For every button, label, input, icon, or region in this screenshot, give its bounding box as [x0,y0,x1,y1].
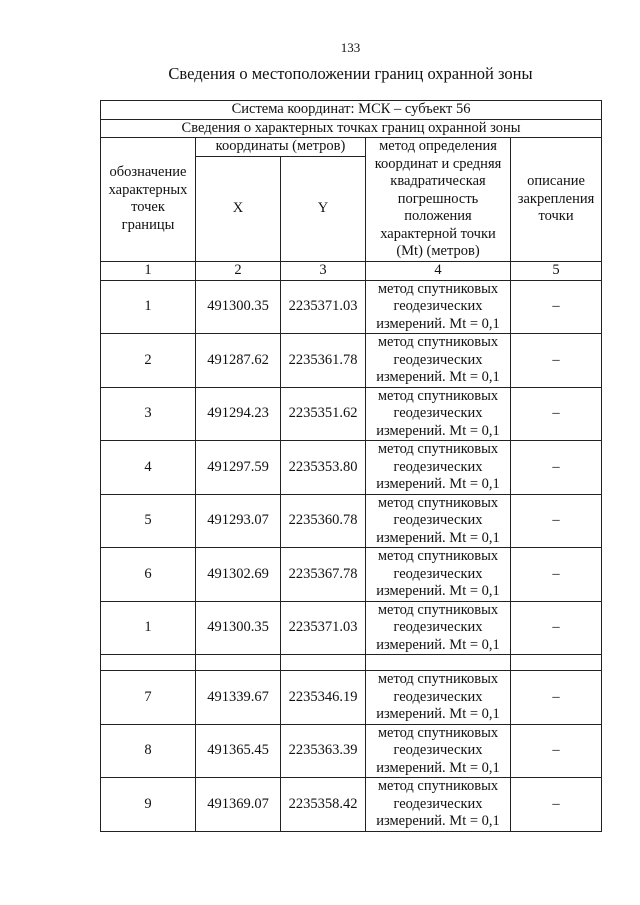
point-designation-cell: 6 [101,548,196,602]
method-line: измерений. Mt = 0,1 [376,315,500,332]
method-line: измерений. Mt = 0,1 [376,813,500,829]
description-cell: – [511,778,602,832]
header-line: характерной точки [380,225,496,242]
method-line: геодезических [393,458,483,475]
header-line: границы [121,216,175,233]
point-designation-cell: 3 [101,387,196,441]
method-line: измерений. Mt = 0,1 [376,583,500,599]
method-cell [366,601,511,655]
table-header [101,101,602,281]
description-cell: – [511,548,602,602]
x-coordinate-cell: 491287.62 [196,334,281,388]
header-line: точки [538,208,574,224]
column-number: 3 [281,261,366,280]
x-coordinate-cell: 491369.07 [196,778,281,832]
boundary-points-table [100,100,602,832]
y-coordinate-cell: 2235367.78 [281,548,366,602]
x-coordinate-cell: 491293.07 [196,494,281,548]
method-line: измерений. Mt = 0,1 [376,759,500,776]
y-coordinate-cell: 2235358.42 [281,778,366,832]
header-line: закрепления [517,190,595,207]
description-cell: – [511,441,602,495]
method-cell [366,441,511,495]
description-cell: – [511,334,602,388]
x-coordinate-cell: 491365.45 [196,724,281,778]
description-cell: – [511,494,602,548]
separator-cell [101,655,196,671]
method-line: измерений. Mt = 0,1 [376,422,500,439]
column-number: 1 [101,261,196,280]
point-designation-cell: 2 [101,334,196,388]
header-coordinates: координаты (метров) [196,138,366,157]
method-line: метод спутниковых [377,334,499,350]
method-line: геодезических [393,405,483,421]
table-body [101,280,602,831]
table-row [101,441,602,495]
document-title: Сведения о местоположении границ охранной зоны [168,64,533,83]
point-designation-cell: 1 [101,280,196,334]
method-line: геодезических [393,351,483,368]
method-cell [366,671,511,725]
y-coordinate-cell: 2235351.62 [281,387,366,441]
method-line: геодезических [393,512,483,528]
coord-system-cell: Система координат: МСК – субъект 56 [101,101,602,120]
method-line: метод спутниковых [377,494,499,511]
table-row [101,548,602,602]
table-row [101,387,602,441]
y-coordinate-cell: 2235361.78 [281,334,366,388]
y-coordinate-cell: 2235346.19 [281,671,366,725]
table-row [101,334,602,388]
header-point-designation [101,138,196,262]
table-row [101,778,602,832]
header-line: обозначение [109,164,187,181]
header-description [511,138,602,262]
description-cell: – [511,280,602,334]
x-coordinate-cell: 491294.23 [196,387,281,441]
method-line: измерений. Mt = 0,1 [376,706,500,722]
header-line: описание [527,173,585,189]
method-line: геодезических [393,298,483,314]
header-y: Y [281,156,366,261]
method-line: геодезических [393,742,483,758]
point-designation-cell: 5 [101,494,196,548]
method-cell [366,334,511,388]
method-line: метод спутниковых [377,280,499,297]
method-line: геодезических [393,565,483,582]
description-cell: – [511,387,602,441]
column-header-row [101,138,602,157]
separator-cell [511,655,602,671]
description-cell: – [511,724,602,778]
method-line: метод спутниковых [377,548,499,564]
method-line: измерений. Mt = 0,1 [376,369,500,385]
method-line: измерений. Mt = 0,1 [376,529,500,546]
separator-row [101,655,602,671]
method-line: метод спутниковых [377,671,499,687]
y-coordinate-cell: 2235360.78 [281,494,366,548]
page-number: 133 [340,40,361,55]
header-line: квадратическая [390,173,486,189]
point-designation-cell: 9 [101,778,196,832]
x-coordinate-cell: 491302.69 [196,548,281,602]
header-line: метод определения [379,138,497,154]
header-method [366,138,511,262]
column-number: 2 [196,261,281,280]
method-line: геодезических [393,688,483,705]
header-line: точек [131,199,165,216]
method-cell [366,724,511,778]
header-line: погрешность [397,190,479,207]
separator-cell [281,655,366,671]
y-coordinate-cell: 2235371.03 [281,280,366,334]
x-coordinate-cell: 491300.35 [196,601,281,655]
table-row [101,671,602,725]
method-line: метод спутниковых [377,724,499,741]
x-coordinate-cell: 491300.35 [196,280,281,334]
method-cell [366,548,511,602]
method-line: метод спутниковых [377,778,499,794]
header-line: координат и средняя [374,155,502,172]
point-designation-cell: 4 [101,441,196,495]
x-coordinate-cell: 491297.59 [196,441,281,495]
description-cell: – [511,671,602,725]
table-subtitle-cell: Сведения о характерных точках границ охранной зоны [101,119,602,138]
column-number-row [101,261,602,280]
separator-cell [196,655,281,671]
method-cell [366,387,511,441]
x-coordinate-cell: 491339.67 [196,671,281,725]
y-coordinate-cell: 2235363.39 [281,724,366,778]
method-cell [366,280,511,334]
method-line: метод спутниковых [377,441,499,457]
point-designation-cell: 8 [101,724,196,778]
table-row [101,280,602,334]
description-cell: – [511,601,602,655]
column-number: 4 [366,261,511,280]
table-row [101,724,602,778]
subtitle-row [101,119,602,138]
coord-system-row [101,101,602,120]
method-line: метод спутниковых [377,387,499,404]
method-line: измерений. Mt = 0,1 [376,476,500,492]
point-designation-cell: 1 [101,601,196,655]
column-number: 5 [511,261,602,280]
table-row [101,601,602,655]
method-cell [366,494,511,548]
header-line: (Mt) (метров) [396,243,480,259]
method-line: геодезических [393,619,483,635]
method-cell [366,778,511,832]
header-line: положения [404,208,472,224]
method-line: метод спутниковых [377,601,499,618]
table-row [101,494,602,548]
y-coordinate-cell: 2235353.80 [281,441,366,495]
header-x: X [196,156,281,261]
point-designation-cell: 7 [101,671,196,725]
method-line: геодезических [393,795,483,812]
method-line: измерений. Mt = 0,1 [376,636,500,653]
y-coordinate-cell: 2235371.03 [281,601,366,655]
header-line: характерных [108,181,188,198]
separator-cell [366,655,511,671]
